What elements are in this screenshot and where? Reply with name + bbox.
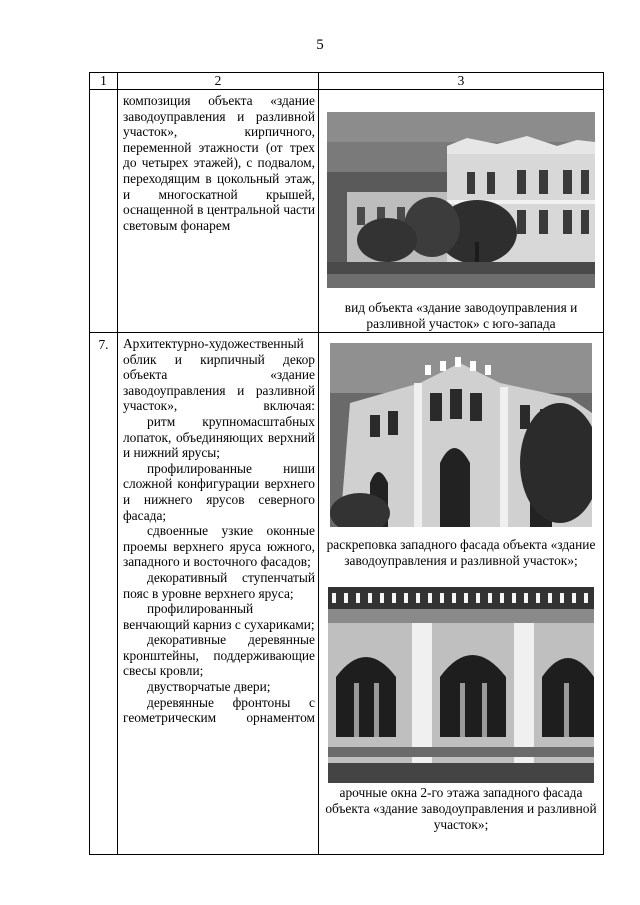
row-number xyxy=(90,90,118,333)
description-paragraph: двустворчатые двери; xyxy=(147,679,271,695)
building-southwest-photo xyxy=(327,112,595,288)
header-col-2: 2 xyxy=(118,73,319,90)
photo-caption: вид объекта «здание заводоуправления и разливной участок» с юго-запада xyxy=(344,300,578,331)
description-paragraph: профилированные ниши сложной конфигурации верхнего и нижнего ярусов северного фасада; xyxy=(123,460,315,523)
row-description xyxy=(118,333,319,855)
photo-caption: арочные окна 2-го этажа западного фасада объекта «здание заводоуправления и разливной участок»; xyxy=(325,785,597,832)
table-row xyxy=(90,333,604,855)
description-paragraph: деревянные фронтоны с геометрическим орнаментом xyxy=(123,694,315,726)
document-table xyxy=(89,72,604,855)
photo-caption: раскреповка западного фасада объекта «здание заводоуправления и разливной участок»; xyxy=(326,537,596,568)
table-header-row xyxy=(90,73,604,90)
page-number: 5 xyxy=(316,37,324,53)
row-number: 7. xyxy=(90,333,118,855)
description-paragraph: декоративные деревянные кронштейны, поддерживающие свесы кровли; xyxy=(123,632,315,679)
description-paragraph: Архитектурно-художественный облик и кирпичный декор объекта «здание заводоуправления и разливной участок», включая: xyxy=(123,336,315,414)
description-paragraph: сдвоенные узкие оконные проемы верхнего яруса южного, западного и восточного фасадов; xyxy=(123,523,315,570)
row-photos xyxy=(319,333,604,855)
header-col-3: 3 xyxy=(319,73,604,90)
arched-windows-photo xyxy=(328,587,594,783)
west-facade-photo xyxy=(330,343,592,527)
table-row xyxy=(90,90,604,333)
description-paragraph: профилированный венчающий карниз с сухариками; xyxy=(123,601,315,632)
row-description xyxy=(118,90,319,333)
header-col-1: 1 xyxy=(90,73,118,90)
description-paragraph: ритм крупномасштабных лопаток, объединяющих верхний и нижний ярусы; xyxy=(123,413,315,461)
row-photos xyxy=(319,90,604,333)
description-paragraph: композиция объекта «здание заводоуправления и разливной участок», кирпичного, переменной этажности (от трех до четырех этажей), с подвалом, переходящим в цокольный этаж, и многоскатной крышей, оснащенной в центральной части световым фонарем xyxy=(123,93,315,233)
description-paragraph: декоративный ступенчатый пояс в уровне верхнего яруса; xyxy=(123,569,315,601)
